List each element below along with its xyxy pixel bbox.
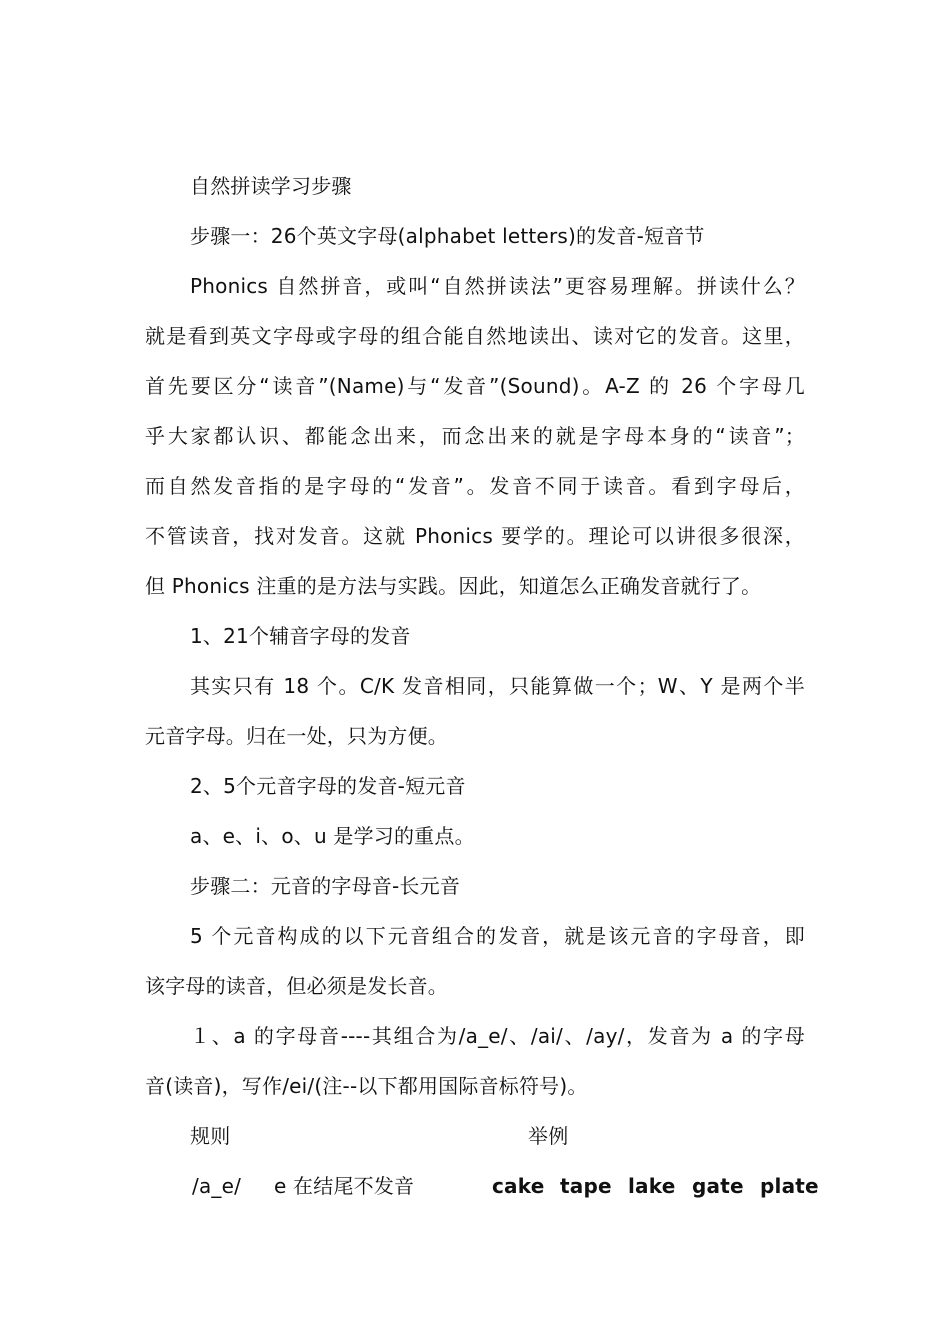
intro-line: 首先要区分“读音”(Name)与“发音”(Sound)。A-Z 的 26 个字母几 [145, 374, 805, 398]
intro-line: 但 Phonics 注重的是方法与实践。因此，知道怎么正确发音就行了。 [145, 574, 762, 598]
consonants-line: 其实只有 18 个。C/K 发音相同，只能算做一个；W、Y 是两个半 [190, 674, 805, 698]
vowels-heading: 2、5个元音字母的发音-短元音 [190, 774, 466, 798]
table-row-example: tape [560, 1174, 612, 1198]
a-sound-line: 音(读音)，写作/ei/(注--以下都用国际音标符号)。 [145, 1074, 588, 1098]
table-row-example: cake [492, 1174, 545, 1198]
table-row-pattern: /a_e/ [192, 1174, 242, 1198]
intro-line: 而自然发音指的是字母的“发音”。发音不同于读音。看到字母后， [145, 474, 805, 498]
vowels-text: a、e、i、o、u 是学习的重点。 [190, 824, 475, 848]
table-row-example: gate [692, 1174, 744, 1198]
consonants-line: 元音字母。归在一处，只为方便。 [145, 724, 448, 748]
table-header-rule: 规则 [190, 1124, 231, 1148]
step2-heading: 步骤二：元音的字母音-长元音 [190, 874, 461, 898]
step2-line: 5 个元音构成的以下元音组合的发音，就是该元音的字母音，即 [190, 924, 805, 948]
document-title: 自然拼读学习步骤 [190, 174, 352, 198]
intro-line: 不管读音，找对发音。这就 Phonics 要学的。理论可以讲很多很深， [145, 524, 805, 548]
table-row-example: lake [628, 1174, 676, 1198]
consonants-heading: 1、21个辅音字母的发音 [190, 624, 411, 648]
intro-line: Phonics 自然拼音，或叫“自然拼读法”更容易理解。拼读什么？ [190, 274, 805, 298]
table-row-rule: e 在结尾不发音 [274, 1174, 415, 1198]
a-sound-line: １、a 的字母音----其组合为/a_e/、/ai/、/ay/，发音为 a 的字母 [190, 1024, 805, 1048]
intro-line: 就是看到英文字母或字母的组合能自然地读出、读对它的发音。这里， [145, 324, 805, 348]
intro-line: 乎大家都认识、都能念出来，而念出来的就是字母本身的“读音”； [145, 424, 805, 448]
step2-line: 该字母的读音，但必须是发长音。 [145, 974, 448, 998]
step1-heading: 步骤一：26个英文字母(alphabet letters)的发音-短音节 [190, 224, 705, 248]
table-header-example: 举例 [528, 1124, 569, 1148]
table-row-example: plate [760, 1174, 819, 1198]
